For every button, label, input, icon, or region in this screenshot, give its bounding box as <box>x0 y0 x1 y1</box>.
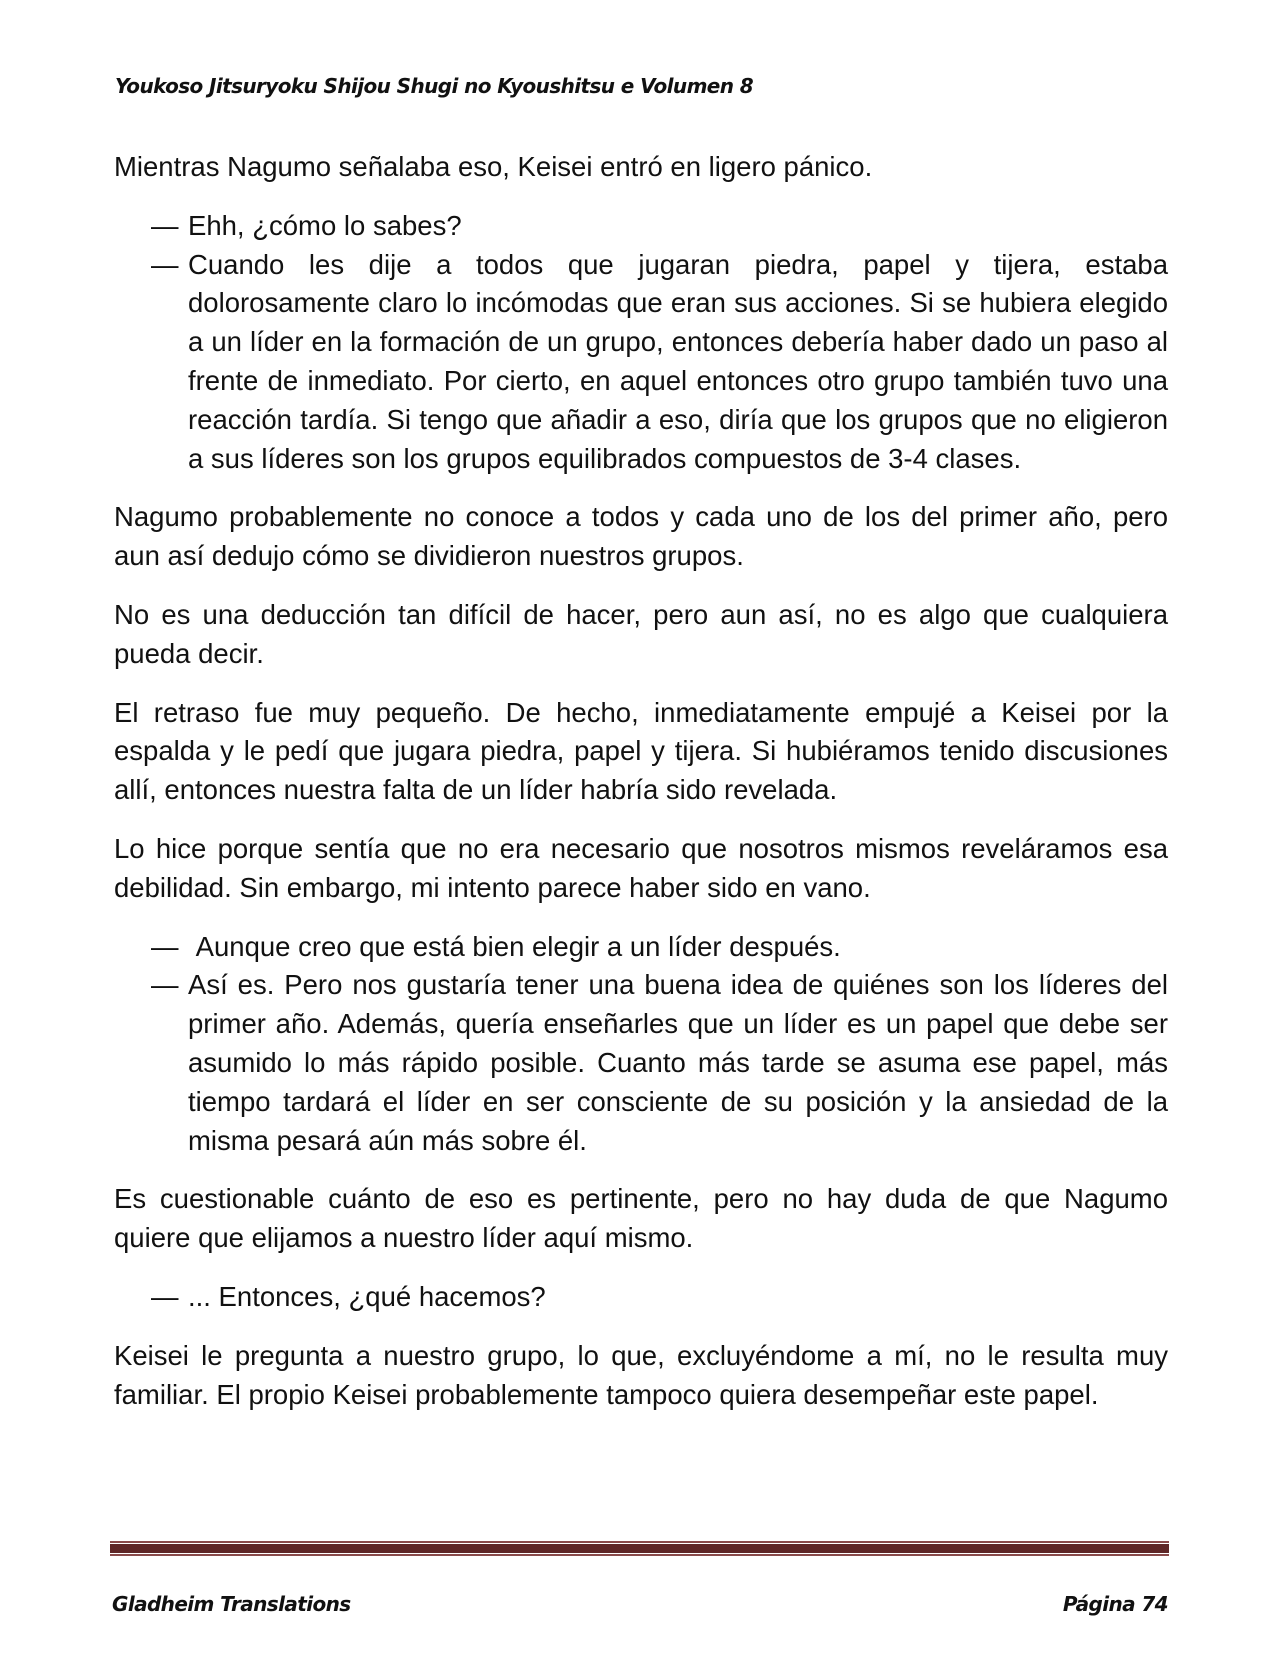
dialogue-text: Ehh, ¿cómo lo sabes? <box>188 209 462 241</box>
dialogue-line <box>114 966 1176 1160</box>
paragraph: Es cuestionable cuánto de eso es pertinente, pero no hay duda de que Nagumo quiere que elijamos a nuestro líder aquí mismo. <box>114 1183 1168 1254</box>
dialogue-line <box>114 207 1168 246</box>
dialogue-dash: — <box>151 209 179 241</box>
dialogue-block <box>114 928 1176 1161</box>
dialogue-text: Aunque creo que está bien elegir a un líder después. <box>188 930 841 962</box>
dialogue-text: ... Entonces, ¿qué hacemos? <box>188 1280 546 1312</box>
dialogue-dash: — <box>151 248 179 280</box>
dialogue-dash: — <box>151 969 179 1001</box>
footer-publisher: Gladheim Translations <box>112 1592 351 1616</box>
paragraph: Keisei le pregunta a nuestro grupo, lo que, excluyéndome a mí, no le resulta muy familiar. El propio Keisei probablemente tampoco quiera desempeñar este papel. <box>114 1339 1168 1410</box>
dialogue-line <box>114 246 1176 479</box>
dialogue-line <box>114 1278 1168 1317</box>
running-header: Youkoso Jitsuryoku Shijou Shugi no Kyoushitsu e Volumen 8 <box>115 74 754 98</box>
paragraph: El retraso fue muy pequeño. De hecho, inmediatamente empujé a Keisei por la espalda y le pedí que jugara piedra, papel y tijera. Si hubiéramos tenido discusiones allí, entonces nuestra falta de un líder habría sido revelada. <box>114 696 1168 806</box>
dialogue-line <box>114 928 1168 967</box>
paragraph: Mientras Nagumo señalaba eso, Keisei entró en ligero pánico. <box>114 151 873 182</box>
paragraph: Lo hice porque sentía que no era necesario que nosotros mismos reveláramos esa debilidad. Sin embargo, mi intento parece haber sido en vano. <box>114 832 1168 903</box>
footer-rule <box>110 1541 1169 1556</box>
page-body <box>114 148 1176 1434</box>
dialogue-text: Cuando les dije a todos que jugaran piedra, papel y tijera, estaba dolorosamente claro lo incómodas que eran sus acciones. Si se hubiera elegido a un líder en la formación de un grupo, entonces debería haber dado un paso al frente de inmediato. Por cierto, en aquel entonces otro grupo también tuvo una reacción tardía. Si tengo que añadir a eso, diría que los grupos que no eligieron a sus líderes son los grupos equilibrados compuestos de 3-4 clases. <box>188 248 1176 474</box>
dialogue-block <box>114 207 1176 479</box>
paragraph: Nagumo probablemente no conoce a todos y cada uno de los del primer año, pero aun así dedujo cómo se dividieron nuestros grupos. <box>114 501 1168 572</box>
dialogue-dash: — <box>151 1280 179 1312</box>
page-number: Página 74 <box>1062 1592 1168 1616</box>
dialogue-text: Así es. Pero nos gustaría tener una buena idea de quiénes son los líderes del primer año. Además, quería enseñarles que un líder es un papel que debe ser asumido lo más rápido posible. Cuanto más tarde se asuma ese papel, más tiempo tardará el líder en ser consciente de su posición y la ansiedad de la misma pesará aún más sobre él. <box>188 969 1176 1156</box>
dialogue-block <box>114 1278 1168 1317</box>
dialogue-dash: — <box>151 930 179 962</box>
paragraph: No es una deducción tan difícil de hacer, pero aun así, no es algo que cualquiera pueda decir. <box>114 598 1168 669</box>
